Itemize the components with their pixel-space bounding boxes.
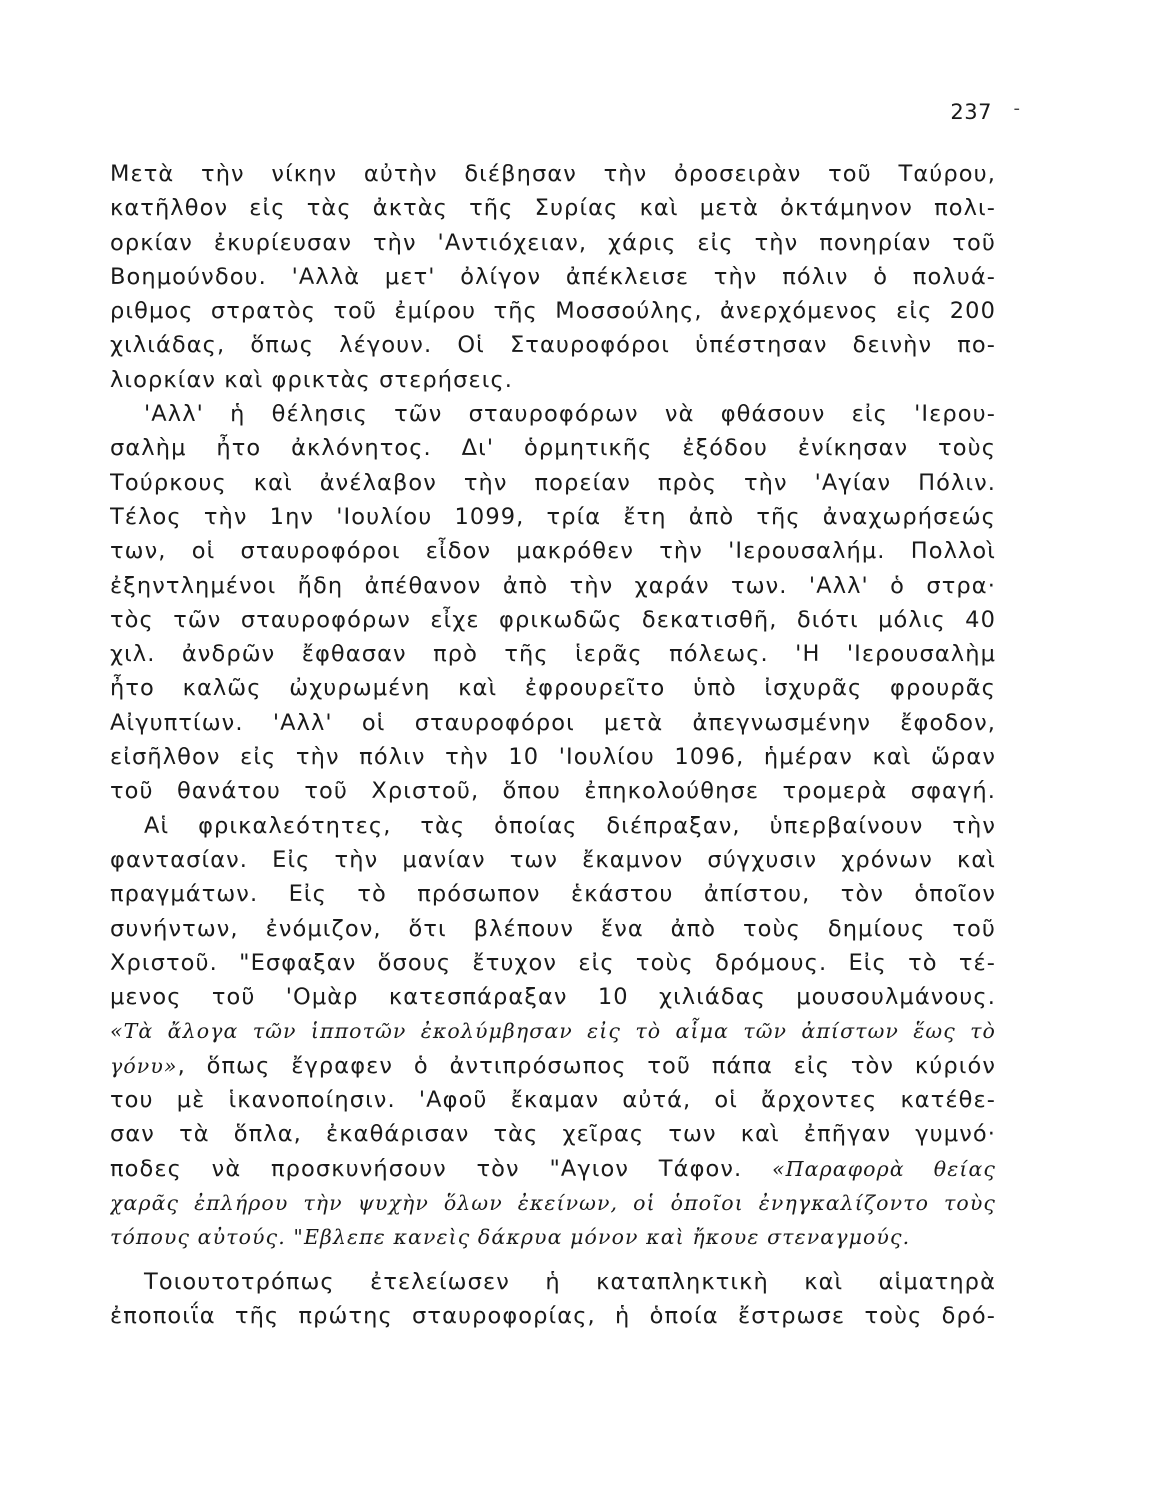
text-line: κατῆλθον εἰς τὰς ἀκτὰς τῆς Συρίας καὶ μετὰ ὀκτάμηνον πολι- [110,195,996,222]
quote-end: γόνυ» [110,1053,178,1078]
text-line: χιλιάδας, ὅπως λέγουν. Οἱ Σταυροφόροι ὑπέστησαν δεινὴν πο- [110,332,996,359]
text-line: τοῦ θανάτου τοῦ Χριστοῦ, ὅπου ἐπηκολούθησε τρομερὰ σφαγή. [110,778,996,805]
text-line: Τέλος τὴν 1ην 'Ιουλίου 1099, τρία ἔτη ἀπὸ τῆς ἀναχωρήσεώς [110,503,996,530]
text-line: μενος τοῦ 'Ομὰρ κατεσπάραξαν 10 χιλιάδας μουσουλμάνους. [110,984,996,1011]
text-line [110,1152,996,1186]
page-number: 237 [950,100,992,124]
text-line: Αἱ φρικαλεότητες, τὰς ὁποίας διέπραξαν, ὑπερβαίνουν τὴν [144,812,996,839]
text-line: Μετὰ τὴν νίκην αὐτὴν διέβησαν τὴν ὀροσειρὰν τοῦ Ταύρου, [110,161,996,187]
text-line: σαλὴμ ἦτο ἀκλόνητος. Δι' ὁρμητικῆς ἐξόδου ἐνίκησαν τοὺς [110,435,996,462]
text-line [110,1049,996,1083]
text-line: ριθμος στρατὸς τοῦ ἐμίρου τῆς Μοσσούλης, ἀνερχόμενος εἰς 200 [110,298,996,325]
paragraph-gap [110,1255,996,1265]
quote-line: «Τὰ ἄλογα τῶν ἱπποτῶν ἐκολύμβησαν εἰς τὸ αἷμα τῶν ἀπίστων ἕως τὸ [110,1019,996,1044]
text-line: Τούρκους καὶ ἀνέλαβον τὴν πορείαν πρὸς τὴν 'Αγίαν Πόλιν. [110,469,996,496]
text-line: πραγμάτων. Εἰς τὸ πρόσωπον ἑκάστου ἀπίστου, τὸν ὁποῖον [110,881,996,908]
text-line: τὸς τῶν σταυροφόρων εἶχε φρικωδῶς δεκατισθῆ, διότι μόλις 40 [110,606,996,633]
text-line: εἰσῆλθον εἰς τὴν πόλιν τὴν 10 'Ιουλίου 1096, ἡμέραν καὶ ὥραν [110,744,996,771]
text-line: 'Αλλ' ἡ θέλησις τῶν σταυροφόρων νὰ φθάσουν εἰς 'Ιερου- [144,401,996,428]
text-line: συνήντων, ἐνόμιζον, ὅτι βλέπουν ἕνα ἀπὸ τοὺς δημίους τοῦ [110,915,996,942]
text-line: των, οἱ σταυροφόροι εἶδον μακρόθεν τὴν 'Ιερουσαλήμ. Πολλοὶ [110,538,996,565]
body-text [110,157,996,1333]
text-line: χιλ. ἀνδρῶν ἔφθασαν πρὸ τῆς ἱερᾶς πόλεως. 'Η 'Ιερουσαλὴμ [110,641,996,668]
line-start: ποδες νὰ προσκυνήσουν τὸν "Αγιον Τάφον. [110,1155,773,1182]
text-line: Χριστοῦ. "Εσφαξαν ὅσους ἔτυχον εἰς τοὺς δρόμους. Εἰς τὸ τέ- [110,949,996,976]
text-line: λιορκίαν καὶ φρικτὰς στερήσεις. [110,366,513,393]
margin-mark: - [1013,98,1020,119]
text-line: ἦτο καλῶς ὠχυρωμένη καὶ ἐφρουρεῖτο ὑπὸ ἰσχυρᾶς φρουρᾶς [110,675,996,702]
text-line: σαν τὰ ὅπλα, ἐκαθάρισαν τὰς χεῖρας των καὶ ἐπῆγαν γυμνό· [110,1121,996,1148]
quote-line: χαρᾶς ἐπλήρου τὴν ψυχὴν ὅλων ἐκείνων, οἱ ὁποῖοι ἐνηγκαλίζοντο τοὺς [110,1190,996,1215]
text-line: ἐξηντλημένοι ἤδη ἀπέθανον ἀπὸ τὴν χαράν των. 'Αλλ' ὁ στρα· [110,572,996,599]
text-line: Αἰγυπτίων. 'Αλλ' οἱ σταυροφόροι μετὰ ἀπεγνωσμένην ἔφοδον, [110,709,996,736]
quote-line: τόπους αὐτούς. "Εβλεπε κανεὶς δάκρυα μόνον καὶ ἤκουε στεναγμούς. [110,1225,911,1250]
text-line: Τοιουτοτρόπως ἐτελείωσεν ἡ καταπληκτικὴ καὶ αἱματηρὰ [144,1268,996,1295]
text-line: Βοημούνδου. 'Αλλὰ μετ' ὀλίγον ἀπέκλεισε τὴν πόλιν ὁ πολυά- [110,263,996,290]
quote-start: «Παραφορὰ θείας [772,1156,996,1181]
text-line: ορκίαν ἐκυρίευσαν τὴν 'Αντιόχειαν, χάρις εἰς τὴν πονηρίαν τοῦ [110,229,996,256]
text-line: του μὲ ἱκανοποίησιν. 'Αφοῦ ἔκαμαν αὐτά, οἱ ἄρχοντες κατέθε- [110,1087,996,1114]
text-line: φαντασίαν. Εἰς τὴν μανίαν των ἔκαμνον σύγχυσιν χρόνων καὶ [110,846,996,873]
line-rest: , ὅπως ἔγραφεν ὁ ἀντιπρόσωπος τοῦ πάπα εἰς τὸν κύριόν [177,1052,996,1079]
text-line: ἐποποιΐα τῆς πρώτης σταυροφορίας, ἡ ὁποία ἔστρωσε τοὺς δρό- [110,1302,996,1329]
